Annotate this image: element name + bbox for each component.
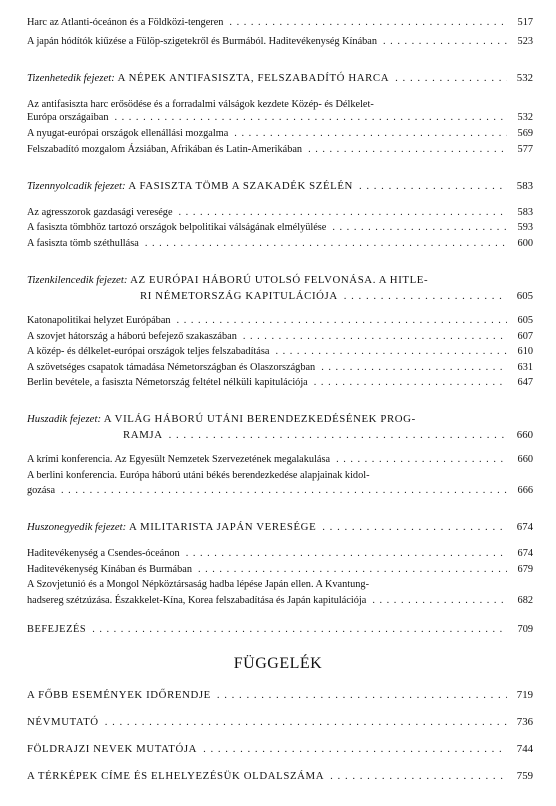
dot-leader [395,72,507,85]
entry-page: 523 [517,36,533,47]
entry-title: Haditevékenység a Csendes-óceánon [27,548,180,559]
toc-entry [27,206,533,219]
appendix-heading: FÜGGELÉK [233,655,323,672]
entry-page: 744 [516,743,533,755]
entry-title-cont: Európa országaiban [27,112,109,123]
dot-leader [336,453,507,466]
chapter-heading-cont [140,290,533,303]
entry-title: A japán hódítók kiűzése a Fülöp-szigetekről és Burmából. Haditevékenység Kínában [27,36,378,47]
chapter-heading [27,72,533,85]
toc-entry [27,111,533,124]
entry-title: A szövetséges csapatok támadása Németországban és Olaszországban [27,362,316,373]
dot-leader [179,206,507,219]
chapter-title: A MILITARISTA JAPÁN VERESÉGE [128,521,317,533]
entry-page: 577 [517,144,533,155]
entry-title: A berlini konferencia. Európa háború utáni békés berendezkedése alapjainak kidol- [27,470,370,481]
toc-entry [27,330,533,343]
dot-leader [177,314,507,327]
entry-title-cont: gozása [27,485,56,496]
dot-leader [229,16,507,29]
entry-page: 605 [517,315,533,326]
chapter-title: AZ EURÓPAI HÁBORÚ UTOLSÓ FELVONÁSA. A HITLE- [130,274,429,286]
entry-title: A nyugat-európai országok ellenállási mozgalma [27,128,229,139]
toc-entry [27,623,533,636]
entry-title: Berlin bevétele, a fasiszta Németország feltétel nélküli kapitulációja [27,377,308,388]
chapter-title: A FASISZTA TÖMB A SZAKADÉK SZÉLÉN [128,180,353,192]
chapter-label: Huszonegyedik fejezet: [27,521,127,533]
chapter-label: Tizennyolcadik fejezet: [27,180,126,192]
entry-title: A szovjet hátország a háború befejező szakaszában [27,331,237,342]
entry-title: Harc az Atlanti-óceánon és a Földközi-tengeren [27,17,224,28]
toc-entry [27,314,533,327]
toc-entry [27,376,533,389]
entry-title: A TÉRKÉPEK CÍME ÉS ELHELYEZÉSÜK OLDALSZÁMA [27,770,325,782]
toc-entry [27,770,533,783]
entry-title: Az agresszorok gazdasági veresége [27,207,173,218]
chapter-page: 674 [516,521,533,533]
entry-page: 583 [517,207,533,218]
chapter-heading [27,274,533,287]
entry-title: NÉVMUTATÓ [27,716,99,728]
dot-leader [322,521,507,534]
chapter-title-cont: RI NÉMETORSZÁG KAPITULÁCIÓJA [140,290,338,302]
toc-entry [27,547,533,560]
entry-title: A Szovjetunió és a Mongol Népköztársaság hadba lépése Japán ellen. A Kvantung- [27,579,369,590]
entry-page: 593 [517,222,533,233]
entry-title: A fasiszta tömbhöz tartozó országok belpolitikai válságának elmélyülése [27,222,327,233]
toc-entry [27,716,533,729]
entry-page: 600 [517,238,533,249]
entry-page: 679 [517,564,533,575]
dot-leader [203,743,507,756]
toc-entry [27,563,533,576]
entry-title: A közép- és délkelet-európai országok teljes felszabadítása [27,346,270,357]
entry-page: 532 [517,112,533,123]
toc-entry [27,594,533,607]
entry-page: 709 [517,624,533,635]
chapter-title: A NÉPEK ANTIFASISZTA, FELSZABADÍTÓ HARCA [117,72,390,84]
dot-leader [217,689,507,702]
dot-leader [145,237,507,250]
dot-leader [344,290,507,303]
entry-title: A FŐBB ESEMÉNYEK IDŐRENDJE [27,689,211,701]
entry-page: 660 [517,454,533,465]
toc-entry [27,689,533,702]
toc-entry [27,143,533,156]
toc-entry [27,16,533,29]
entry-title: A krími konferencia. Az Egyesült Nemzetek Szervezetének megalakulása [27,454,331,465]
entry-page: 674 [517,548,533,559]
chapter-label: Tizenhetedik fejezet: [27,72,115,84]
chapter-page: 605 [516,290,533,302]
dot-leader [243,330,507,343]
chapter-page: 660 [516,429,533,441]
dot-leader [92,623,507,636]
entry-title: Az antifasiszta harc erősödése és a forradalmi válságok kezdete Közép- és Délkelet- [27,99,374,110]
dot-leader [198,563,507,576]
dot-leader [169,429,507,442]
entry-title: Felszabadító mozgalom Ázsiában, Afrikában és Latin-Amerikában [27,144,303,155]
toc-entry [27,35,533,48]
entry-page: 682 [517,595,533,606]
entry-page: 610 [517,346,533,357]
entry-page: 517 [517,17,533,28]
chapter-title-cont: RAMJA [123,429,163,441]
dot-leader [314,376,507,389]
toc-entry [27,127,533,140]
entry-title: Haditevékenység Kínában és Burmában [27,564,192,575]
chapter-page: 583 [516,180,533,192]
chapter-label: Huszadik fejezet: [27,413,102,425]
dot-leader [321,361,507,374]
entry-page: 666 [517,485,533,496]
dot-leader [234,127,507,140]
chapter-heading [27,521,533,534]
entry-page: 759 [516,770,533,782]
toc-entry [27,361,533,374]
entry-title-cont: hadsereg szétzúzása. Északkelet-Kína, Korea felszabadítása és Japán kapitulációja [27,595,367,606]
dot-leader [359,180,507,193]
dot-leader [186,547,507,560]
dot-leader [383,35,507,48]
toc-entry [27,345,533,358]
entry-page: 736 [516,716,533,728]
entry-title: BEFEJEZÉS [27,624,87,635]
chapter-page: 532 [516,72,533,84]
chapter-label: Tizenkilencedik fejezet: [27,274,128,286]
dot-leader [61,484,507,497]
dot-leader [372,594,507,607]
chapter-heading-cont [123,429,533,442]
entry-page: 647 [517,377,533,388]
entry-page: 607 [517,331,533,342]
dot-leader [275,345,507,358]
toc-entry [27,453,533,466]
entry-title: A fasiszta tömb széthullása [27,238,139,249]
toc-entry [27,237,533,250]
chapter-heading [27,180,533,193]
toc-entry [27,484,533,497]
dot-leader [330,770,507,783]
entry-title: FÖLDRAJZI NEVEK MUTATÓJA [27,743,198,755]
toc-entry [27,221,533,234]
entry-page: 569 [517,128,533,139]
dot-leader [332,221,507,234]
dot-leader [105,716,507,729]
toc-entry [27,743,533,756]
entry-page: 719 [516,689,533,701]
dot-leader [114,111,507,124]
chapter-heading [27,413,533,426]
dot-leader [308,143,507,156]
entry-title: Katonapolitikai helyzet Európában [27,315,171,326]
entry-page: 631 [517,362,533,373]
chapter-title: A VILÁG HÁBORÚ UTÁNI BERENDEZKEDÉSÉNEK PROG- [103,413,416,425]
